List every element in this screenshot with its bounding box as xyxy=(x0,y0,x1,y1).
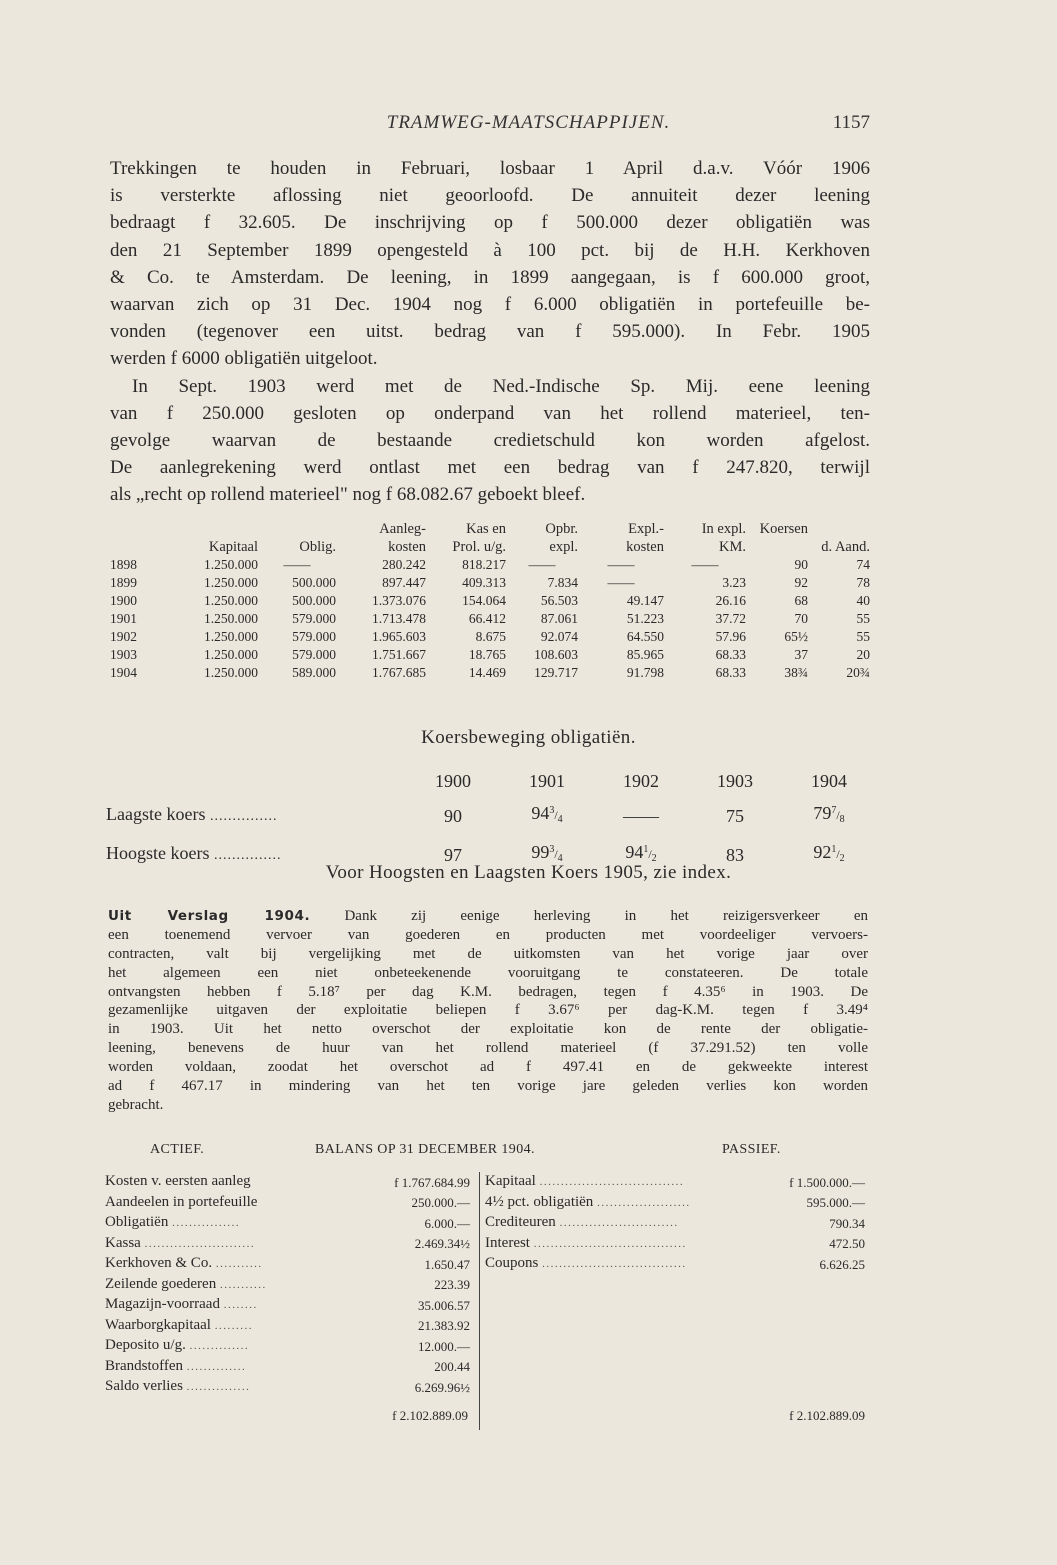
table-cell: 3.23 xyxy=(722,575,746,590)
table-cell: 1.965.603 xyxy=(372,629,426,644)
table-cell: 74 xyxy=(856,557,870,572)
balans-header xyxy=(110,1142,870,1162)
dot-leader: ......... xyxy=(214,1319,253,1332)
column-header: Kas en xyxy=(466,521,506,537)
column-header: KM. xyxy=(719,539,746,555)
table-cell: 55 xyxy=(856,629,870,644)
balans-amount: 472.50 xyxy=(829,1236,865,1251)
koers-label xyxy=(106,766,406,796)
balans-label-cell xyxy=(105,1234,353,1255)
body-line: Trekkingen te houden in Februari, losbaar 1 April d.a.v. Vóór 1906 xyxy=(110,158,870,179)
column-header: kosten xyxy=(626,539,664,555)
column-header xyxy=(808,520,870,538)
koers-whole: 94 xyxy=(531,803,550,823)
balans-label-cell xyxy=(485,1172,763,1193)
dot-leader: ........... xyxy=(215,1258,263,1270)
table-cell: 1.250.000 xyxy=(204,629,258,644)
balans-row xyxy=(105,1316,470,1337)
table-cell: 154.064 xyxy=(462,593,506,608)
column-header xyxy=(110,520,158,538)
fraction-slash: / xyxy=(554,847,558,861)
koers-value xyxy=(500,796,594,835)
balans-label: Deposito u/g. xyxy=(105,1337,186,1353)
koers-note: Voor Hoogsten en Laagsten Koers 1905, zie index. xyxy=(325,862,732,883)
column-header xyxy=(158,520,258,538)
balans-amount: 6.269.96½ xyxy=(414,1379,470,1395)
year-header: 1903 xyxy=(717,771,753,791)
balans-title: BALANS OP 31 DECEMBER 1904. xyxy=(315,1142,535,1157)
koers-whole: 79 xyxy=(813,803,832,823)
fraction-numerator: 3 xyxy=(549,805,555,816)
fraction-slash: / xyxy=(836,847,840,861)
balans-label-cell xyxy=(105,1172,353,1193)
column-header: Kapitaal xyxy=(208,539,258,555)
body-paragraph xyxy=(110,155,870,508)
year-header: 1904 xyxy=(811,771,847,791)
table-cell: 579.000 xyxy=(292,629,336,644)
verslag-line: worden voldaan, zoodat het overschot ad f 497.41 en de gekweekte interest xyxy=(108,1059,868,1076)
balans-label: Zeilende goederen xyxy=(105,1275,217,1292)
balans-amount: 223.39 xyxy=(434,1277,470,1292)
body-line: waarvan zich op 31 Dec. 1904 nog f 6.000 obligatiën in portefeuille be- xyxy=(110,293,870,315)
fraction-denominator: 2 xyxy=(839,853,845,864)
table-cell: 38¾ xyxy=(784,665,808,680)
koers-whole: 99 xyxy=(531,842,550,862)
table-cell: —— xyxy=(283,557,311,572)
balans-label-cell xyxy=(105,1357,353,1378)
balans-label-cell xyxy=(105,1377,353,1398)
koers-whole: 97 xyxy=(444,844,462,865)
statistics-table xyxy=(110,520,870,682)
body-line: werden f 6000 obligatiën uitgeloot. xyxy=(110,348,378,370)
balans-row xyxy=(485,1234,865,1255)
table-cell: 1898 xyxy=(110,557,137,572)
koers-value xyxy=(594,796,688,835)
balans-amount: f 1.500.000.— xyxy=(789,1174,865,1190)
table-cell: 92 xyxy=(794,575,808,590)
body-line: De aanlegrekening werd ontlast met een bedrag van f 247.820, terwijl xyxy=(110,457,870,479)
verslag-line: gebracht. xyxy=(108,1096,164,1113)
balans-label-cell xyxy=(105,1193,353,1214)
page-number: 1157 xyxy=(832,112,870,133)
balans-passief-table xyxy=(485,1172,865,1275)
balans-label: Waarborgkapitaal xyxy=(105,1316,211,1333)
koers-whole: 92 xyxy=(813,842,832,862)
table-cell: 1901 xyxy=(110,611,137,626)
balans-amount: 200.44 xyxy=(434,1359,470,1374)
table-row xyxy=(110,556,870,574)
balans-row xyxy=(105,1172,470,1193)
table-cell: 818.217 xyxy=(462,557,506,572)
table-cell: 1.250.000 xyxy=(204,611,258,626)
verslag-line: contracten, valt bij vergelijking met de uitkomsten van het vorige jaar over xyxy=(108,945,868,962)
balans-amount: 35.006.57 xyxy=(418,1297,470,1313)
table-cell: 57.96 xyxy=(715,629,746,644)
balans-label: 4½ pct. obligatiën xyxy=(485,1193,594,1210)
balans-label: Aandeelen in portefeuille xyxy=(105,1193,258,1210)
verslag-line: leening, benevens de huur van het rollend materieel (f 37.291.52) ten volle xyxy=(108,1040,868,1057)
balans-label: Brandstoffen xyxy=(105,1357,184,1374)
actief-label: ACTIEF. xyxy=(150,1142,205,1157)
table-cell: 37 xyxy=(794,647,808,662)
balans-label-cell xyxy=(105,1295,353,1316)
koers-whole: —— xyxy=(623,805,659,826)
koers-whole: 90 xyxy=(444,805,462,826)
dot-leader: ............... xyxy=(186,1381,251,1393)
column-header: Oblig. xyxy=(299,539,336,555)
table-row xyxy=(110,592,870,610)
table-cell: 66.412 xyxy=(468,611,506,626)
table-cell: 92.074 xyxy=(540,629,578,644)
verslag-line xyxy=(108,907,868,926)
table-cell: 500.000 xyxy=(292,575,336,590)
table-cell: 1.250.000 xyxy=(204,665,258,680)
koers-whole: 75 xyxy=(726,805,744,826)
koers-value xyxy=(406,796,500,835)
dot-leader: .............. xyxy=(189,1340,250,1352)
table-cell: 78 xyxy=(856,575,870,590)
column-header: Expl.- xyxy=(628,521,664,537)
balans-label: Kosten v. eersten aanleg xyxy=(105,1173,251,1189)
table-header-row xyxy=(110,520,870,538)
year-header: 1901 xyxy=(529,771,565,791)
koers-label-text: Hoogste koers xyxy=(106,843,210,863)
balans-actief-table xyxy=(105,1172,470,1398)
column-header: Opbr. xyxy=(545,521,578,537)
koers-years-row xyxy=(106,766,876,796)
balans-label: Kassa xyxy=(105,1234,141,1251)
balans-amount: 595.000.— xyxy=(806,1195,865,1210)
table-cell: 20 xyxy=(856,647,870,662)
balans-amount: 790.34 xyxy=(829,1215,865,1231)
verslag-line: ad f 467.17 in mindering van het ten vorige jare geleden verlies kon worden xyxy=(108,1078,868,1095)
table-cell: 500.000 xyxy=(292,593,336,608)
passief-label: PASSIEF. xyxy=(722,1142,781,1157)
table-row xyxy=(110,628,870,646)
fraction-denominator: 2 xyxy=(651,853,657,864)
balans-amount: 2.469.34½ xyxy=(414,1236,470,1251)
table-row xyxy=(110,646,870,664)
body-line: gevolge waarvan de bestaande credietschuld kon worden afgelost. xyxy=(110,429,870,451)
table-cell: 897.447 xyxy=(382,575,426,590)
balans-label: Coupons xyxy=(485,1255,539,1271)
table-cell: 70 xyxy=(794,611,808,626)
koers-row xyxy=(106,796,876,835)
table-cell: 56.503 xyxy=(540,593,578,608)
table-cell: —— xyxy=(691,557,719,572)
dot-leader: ............................ xyxy=(559,1217,679,1229)
table-cell: 1904 xyxy=(110,665,137,680)
table-cell: 51.223 xyxy=(626,611,664,626)
balans-row xyxy=(485,1254,865,1275)
balans-amount: f 1.767.684.99 xyxy=(394,1174,470,1190)
verslag-text: Dank zij eenige herleving in het reizigersverkeer en xyxy=(344,908,868,924)
fraction-numerator: 7 xyxy=(831,805,837,816)
table-cell: 1902 xyxy=(110,629,137,644)
body-line: is versterkte aflossing niet geoorloofd. De annuiteit dezer leening xyxy=(110,185,870,207)
table-cell: 68.33 xyxy=(715,665,746,680)
column-header xyxy=(258,520,336,538)
body-line: bedraagt f 32.605. De inschrijving op f 500.000 dezer obligatiën was xyxy=(110,212,870,234)
fraction-denominator: 4 xyxy=(557,814,563,825)
table-cell: 1.250.000 xyxy=(204,557,258,572)
dot-leader: ........ xyxy=(223,1299,258,1311)
balans-label-cell xyxy=(485,1213,763,1234)
table-cell: 1900 xyxy=(110,593,137,608)
table-cell: 68 xyxy=(794,593,808,608)
table-row xyxy=(110,664,870,682)
fraction-slash: / xyxy=(648,847,652,861)
column-header: Koersen xyxy=(759,521,808,537)
table-cell: 65½ xyxy=(784,629,808,644)
balans-row xyxy=(105,1193,470,1214)
table-row xyxy=(110,610,870,628)
balans-label: Obligatiën xyxy=(105,1214,169,1230)
column-header xyxy=(110,538,158,556)
koers-value xyxy=(782,796,876,835)
balans-label: Saldo verlies xyxy=(105,1378,183,1394)
table-cell: 18.765 xyxy=(468,647,506,662)
table-cell: —— xyxy=(528,557,556,572)
dot-leader: .......................... xyxy=(144,1237,256,1250)
table-cell: 68.33 xyxy=(715,647,746,662)
balans-row xyxy=(485,1213,865,1234)
body-line: den 21 September 1899 opengesteld à 100 pct. bij de H.H. Kerkhoven xyxy=(110,239,870,261)
body-line: & Co. te Amsterdam. De leening, in 1899 aangegaan, is f 600.000 groot, xyxy=(110,266,870,288)
balans-amount: 21.383.92 xyxy=(418,1318,470,1333)
running-title: TRAMWEG-MAATSCHAPPIJEN. xyxy=(386,112,671,133)
table-cell: 1.751.667 xyxy=(372,647,426,662)
table-cell: 1.767.685 xyxy=(372,665,426,680)
table-cell: 90 xyxy=(794,557,808,572)
balans-amount: 6.626.25 xyxy=(819,1256,865,1272)
table-cell: 37.72 xyxy=(715,611,746,626)
balans-amount: 12.000.— xyxy=(418,1338,470,1354)
body-line: als „recht op rollend materieel" nog f 68.082.67 geboekt bleef. xyxy=(110,484,586,506)
table-cell: 579.000 xyxy=(292,611,336,626)
balans-label-cell xyxy=(105,1254,353,1275)
table-cell: 129.717 xyxy=(534,665,578,680)
balans-label: Magazijn-voorraad xyxy=(105,1296,220,1312)
table-cell: 1.373.076 xyxy=(372,593,426,608)
balans-label: Kapitaal xyxy=(485,1173,536,1189)
verslag-line: een toenemend vervoer van goederen en producten met voordeeliger vervoers- xyxy=(108,926,868,943)
balans-label: Interest xyxy=(485,1234,530,1251)
verslag-line: gezamenlijke uitgaven der exploitatie beliepen f 3.67⁶ per dag-K.M. tegen f 3.49⁴ xyxy=(108,1002,868,1019)
koers-value xyxy=(688,796,782,835)
balans-row xyxy=(105,1275,470,1296)
table-cell: 7.834 xyxy=(547,575,578,590)
dot-leader: .................................. xyxy=(542,1258,687,1270)
balans-label-cell xyxy=(485,1193,763,1214)
dot-leader: ........... xyxy=(219,1278,267,1291)
fraction-denominator: 8 xyxy=(839,814,845,825)
koers-whole: 83 xyxy=(726,844,744,865)
balans-row xyxy=(485,1172,865,1193)
balans-row xyxy=(105,1213,470,1234)
year-header: 1902 xyxy=(623,771,659,791)
table-cell: 1.250.000 xyxy=(204,593,258,608)
table-cell: 1903 xyxy=(110,647,137,662)
table-cell: 26.16 xyxy=(715,593,746,608)
column-header: Prol. u/g. xyxy=(452,539,506,555)
balans-row xyxy=(105,1234,470,1255)
balans-label-cell xyxy=(485,1254,763,1275)
table-cell: 40 xyxy=(856,593,870,608)
total-actief: f 2.102.889.09 xyxy=(392,1408,468,1423)
dot-leader: ................ xyxy=(172,1217,241,1229)
balans-amount: 6.000.— xyxy=(424,1215,470,1231)
balans-label-cell xyxy=(105,1336,353,1357)
fraction-numerator: 1 xyxy=(643,844,649,855)
verslag-heading: Uit Verslag 1904. xyxy=(108,908,311,924)
dot-leader: .............. xyxy=(186,1360,247,1373)
fraction-numerator: 3 xyxy=(549,844,555,855)
balans-row xyxy=(485,1193,865,1214)
balans-row xyxy=(105,1377,470,1398)
dot-leader: ............... xyxy=(213,848,282,863)
fraction-numerator: 1 xyxy=(831,844,837,855)
table-cell: 1899 xyxy=(110,575,137,590)
dot-leader: .................................. xyxy=(539,1176,685,1188)
balans-label: Crediteuren xyxy=(485,1214,556,1230)
verslag-line: ontvangsten hebben f 5.18⁷ per dag K.M. bedragen, tegen f 4.35⁶ in 1903. De xyxy=(108,983,868,1000)
column-header: kosten xyxy=(388,539,426,555)
balans-label-cell xyxy=(105,1275,353,1296)
table-cell: 64.550 xyxy=(626,629,664,644)
balans-row xyxy=(105,1336,470,1357)
balans-label-cell xyxy=(105,1316,353,1337)
table-cell: 1.250.000 xyxy=(204,647,258,662)
dot-leader: ............... xyxy=(209,809,278,824)
koers-whole: 94 xyxy=(625,842,644,862)
year-header: 1900 xyxy=(435,771,471,791)
column-header: In expl. xyxy=(701,521,746,537)
balans-amount: 1.650.47 xyxy=(424,1256,470,1272)
koers-table xyxy=(106,766,876,874)
table-cell: 589.000 xyxy=(292,665,336,680)
body-line: van f 250.000 gesloten op onderpand van het rollend materieel, ten- xyxy=(110,402,870,424)
table-cell: 20¾ xyxy=(846,665,870,680)
koers-label xyxy=(106,796,406,835)
verslag-line: het algemeen een niet onbeteekenende vooruitgang te constateeren. De totale xyxy=(108,964,868,981)
fraction-slash: / xyxy=(836,808,840,822)
dot-leader: ...................... xyxy=(597,1196,691,1209)
fraction-slash: / xyxy=(554,808,558,822)
total-passief: f 2.102.889.09 xyxy=(789,1408,865,1423)
table-cell: 55 xyxy=(856,611,870,626)
table-cell: 87.061 xyxy=(540,611,578,626)
table-cell: —— xyxy=(607,557,635,572)
table-cell: 14.469 xyxy=(468,665,506,680)
body-line: vonden (tegenover een uitst. bedrag van f 595.000). In Febr. 1905 xyxy=(110,321,870,343)
fraction-denominator: 4 xyxy=(557,853,563,864)
table-cell: —— xyxy=(607,575,635,590)
balans-label-cell xyxy=(105,1213,353,1234)
verslag-section xyxy=(108,907,868,1115)
table-header-row xyxy=(110,538,870,556)
table-cell: 85.965 xyxy=(626,647,664,662)
table-cell: 91.798 xyxy=(626,665,664,680)
balans-label: Kerkhoven & Co. xyxy=(105,1255,213,1271)
table-cell: 108.603 xyxy=(534,647,578,662)
koers-title: Koersbeweging obligatiën. xyxy=(421,727,636,748)
column-header: expl. xyxy=(549,539,578,555)
balans-label-cell xyxy=(485,1234,763,1255)
dot-leader: .................................... xyxy=(533,1237,687,1250)
table-cell: 579.000 xyxy=(292,647,336,662)
body-line: In Sept. 1903 werd met de Ned.-Indische Sp. Mij. eene leening xyxy=(132,375,870,397)
column-header: d. Aand. xyxy=(821,539,870,555)
balans-row xyxy=(105,1254,470,1275)
table-cell: 1.713.478 xyxy=(372,611,426,626)
table-row xyxy=(110,574,870,592)
table-cell: 49.147 xyxy=(626,593,664,608)
balans-amount: 250.000.— xyxy=(411,1195,470,1210)
balans-divider xyxy=(479,1172,480,1430)
table-cell: 1.250.000 xyxy=(204,575,258,590)
table-cell: 8.675 xyxy=(475,629,506,644)
table-cell: 409.313 xyxy=(462,575,506,590)
verslag-line: in 1903. Uit het netto overschot der exploitatie kon de rente der obligatie- xyxy=(108,1021,868,1038)
balans-row xyxy=(105,1357,470,1378)
balans-row xyxy=(105,1295,470,1316)
koers-label-text: Laagste koers xyxy=(106,804,206,824)
table-cell: 280.242 xyxy=(382,557,426,572)
column-header: Aanleg- xyxy=(379,521,426,537)
